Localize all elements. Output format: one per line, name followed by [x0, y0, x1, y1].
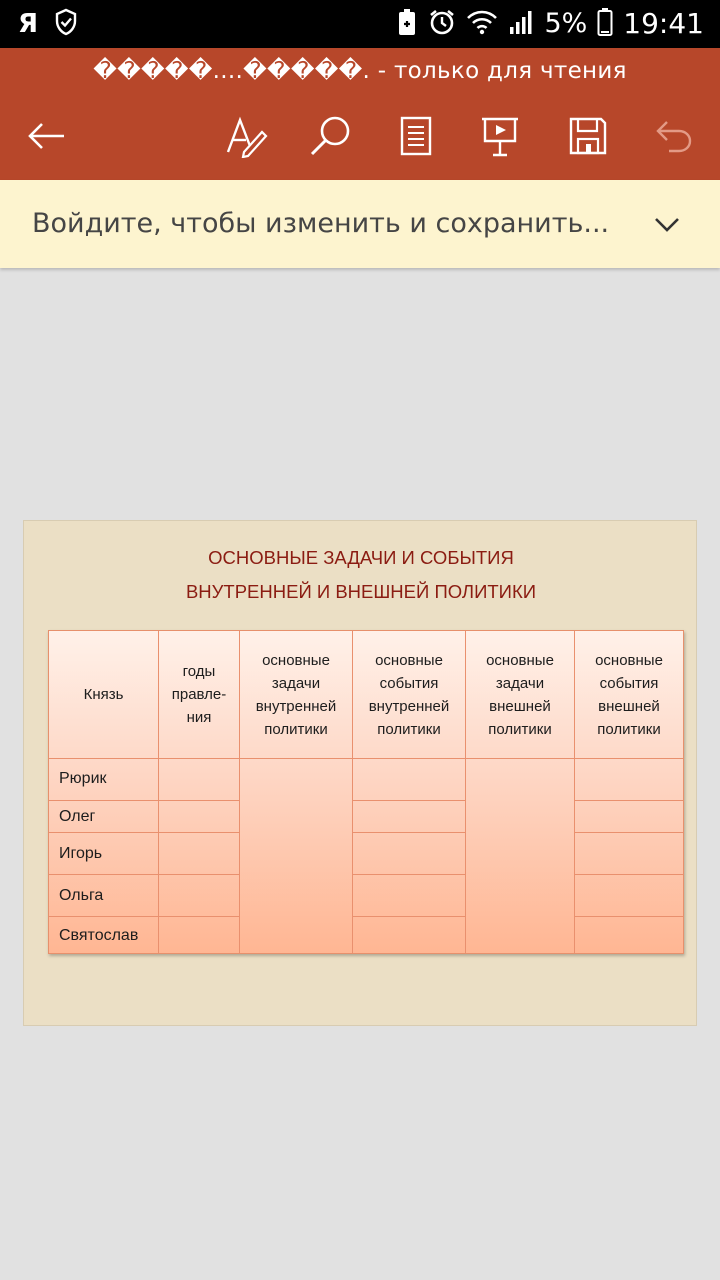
table-header-divider: [49, 758, 683, 759]
table-row-divider: [49, 874, 239, 875]
slide-title-line1: ОСНОВНЫЕ ЗАДАЧИ И СОБЫТИЯ: [208, 547, 514, 568]
alarm-icon: [428, 8, 456, 40]
status-bar: [0, 0, 720, 48]
text-edit-pen-icon: [224, 114, 268, 158]
table-col-divider: [352, 631, 353, 953]
table-row-divider: [49, 916, 239, 917]
table-row-divider: [574, 800, 683, 801]
table-row-label: Рюрик: [59, 770, 107, 787]
table-row-divider: [352, 800, 465, 801]
document-title: �����....�����. - только для чтения: [93, 58, 627, 84]
wifi-icon: [466, 8, 498, 40]
reading-view-button[interactable]: [388, 108, 444, 164]
clock: 19:41: [623, 7, 704, 40]
save-button[interactable]: [560, 108, 616, 164]
floppy-disk-icon: [569, 117, 607, 155]
slideshow-button[interactable]: [472, 108, 528, 164]
table-col-divider: [574, 631, 575, 953]
undo-icon: [655, 119, 693, 153]
table-row-label: Олег: [59, 808, 96, 825]
presentation-play-icon: [480, 115, 520, 157]
table-row-divider: [352, 832, 465, 833]
table-row-divider: [49, 832, 239, 833]
edit-text-button[interactable]: [218, 108, 274, 164]
table-row-divider: [574, 874, 683, 875]
signal-icon: [508, 8, 534, 40]
app-bar: [0, 48, 720, 180]
table-header-domestic-events: основные события внутренней политики: [368, 651, 450, 738]
table-header-foreign-events: основные события внешней политики: [595, 651, 663, 738]
search-button[interactable]: [302, 108, 358, 164]
table-header-foreign-tasks: основные задачи внешней политики: [486, 651, 554, 738]
search-icon: [308, 114, 352, 158]
table-row-label: Игорь: [59, 845, 103, 862]
yandex-icon: Я: [18, 9, 39, 39]
battery-percent: 5%: [544, 8, 588, 39]
chevron-down-icon[interactable]: [652, 210, 682, 240]
table-row-divider: [49, 800, 239, 801]
table-row-divider: [352, 874, 465, 875]
table-row-label: Святослав: [59, 927, 139, 944]
back-button[interactable]: [18, 108, 74, 164]
table-col-divider: [158, 631, 159, 953]
table-row-divider: [574, 832, 683, 833]
battery-saver-icon: [396, 7, 418, 41]
table-row-label: Ольга: [59, 887, 104, 904]
table-row-divider: [574, 916, 683, 917]
table-header-domestic-tasks: основные задачи внутренней политики: [255, 651, 337, 738]
battery-icon: [597, 7, 613, 41]
prince-table: [48, 630, 684, 954]
slide-title-line2: ВНУТРЕННЕЙ И ВНЕШНЕЙ ПОЛИТИКИ: [185, 581, 537, 602]
table-col-divider: [465, 631, 466, 953]
table-header-prince: Князь: [83, 686, 124, 703]
arrow-left-icon: [26, 121, 66, 151]
table-col-divider: [239, 631, 240, 953]
slide: [23, 520, 697, 1026]
document-lines-icon: [399, 115, 433, 157]
signin-message: Войдите, чтобы изменить и сохранить...: [32, 208, 610, 239]
table-row-divider: [352, 916, 465, 917]
shield-check-icon: [54, 8, 78, 40]
table-header-years: годы правле-ния: [171, 663, 227, 726]
undo-button[interactable]: [646, 108, 702, 164]
signin-banner[interactable]: [0, 180, 720, 268]
